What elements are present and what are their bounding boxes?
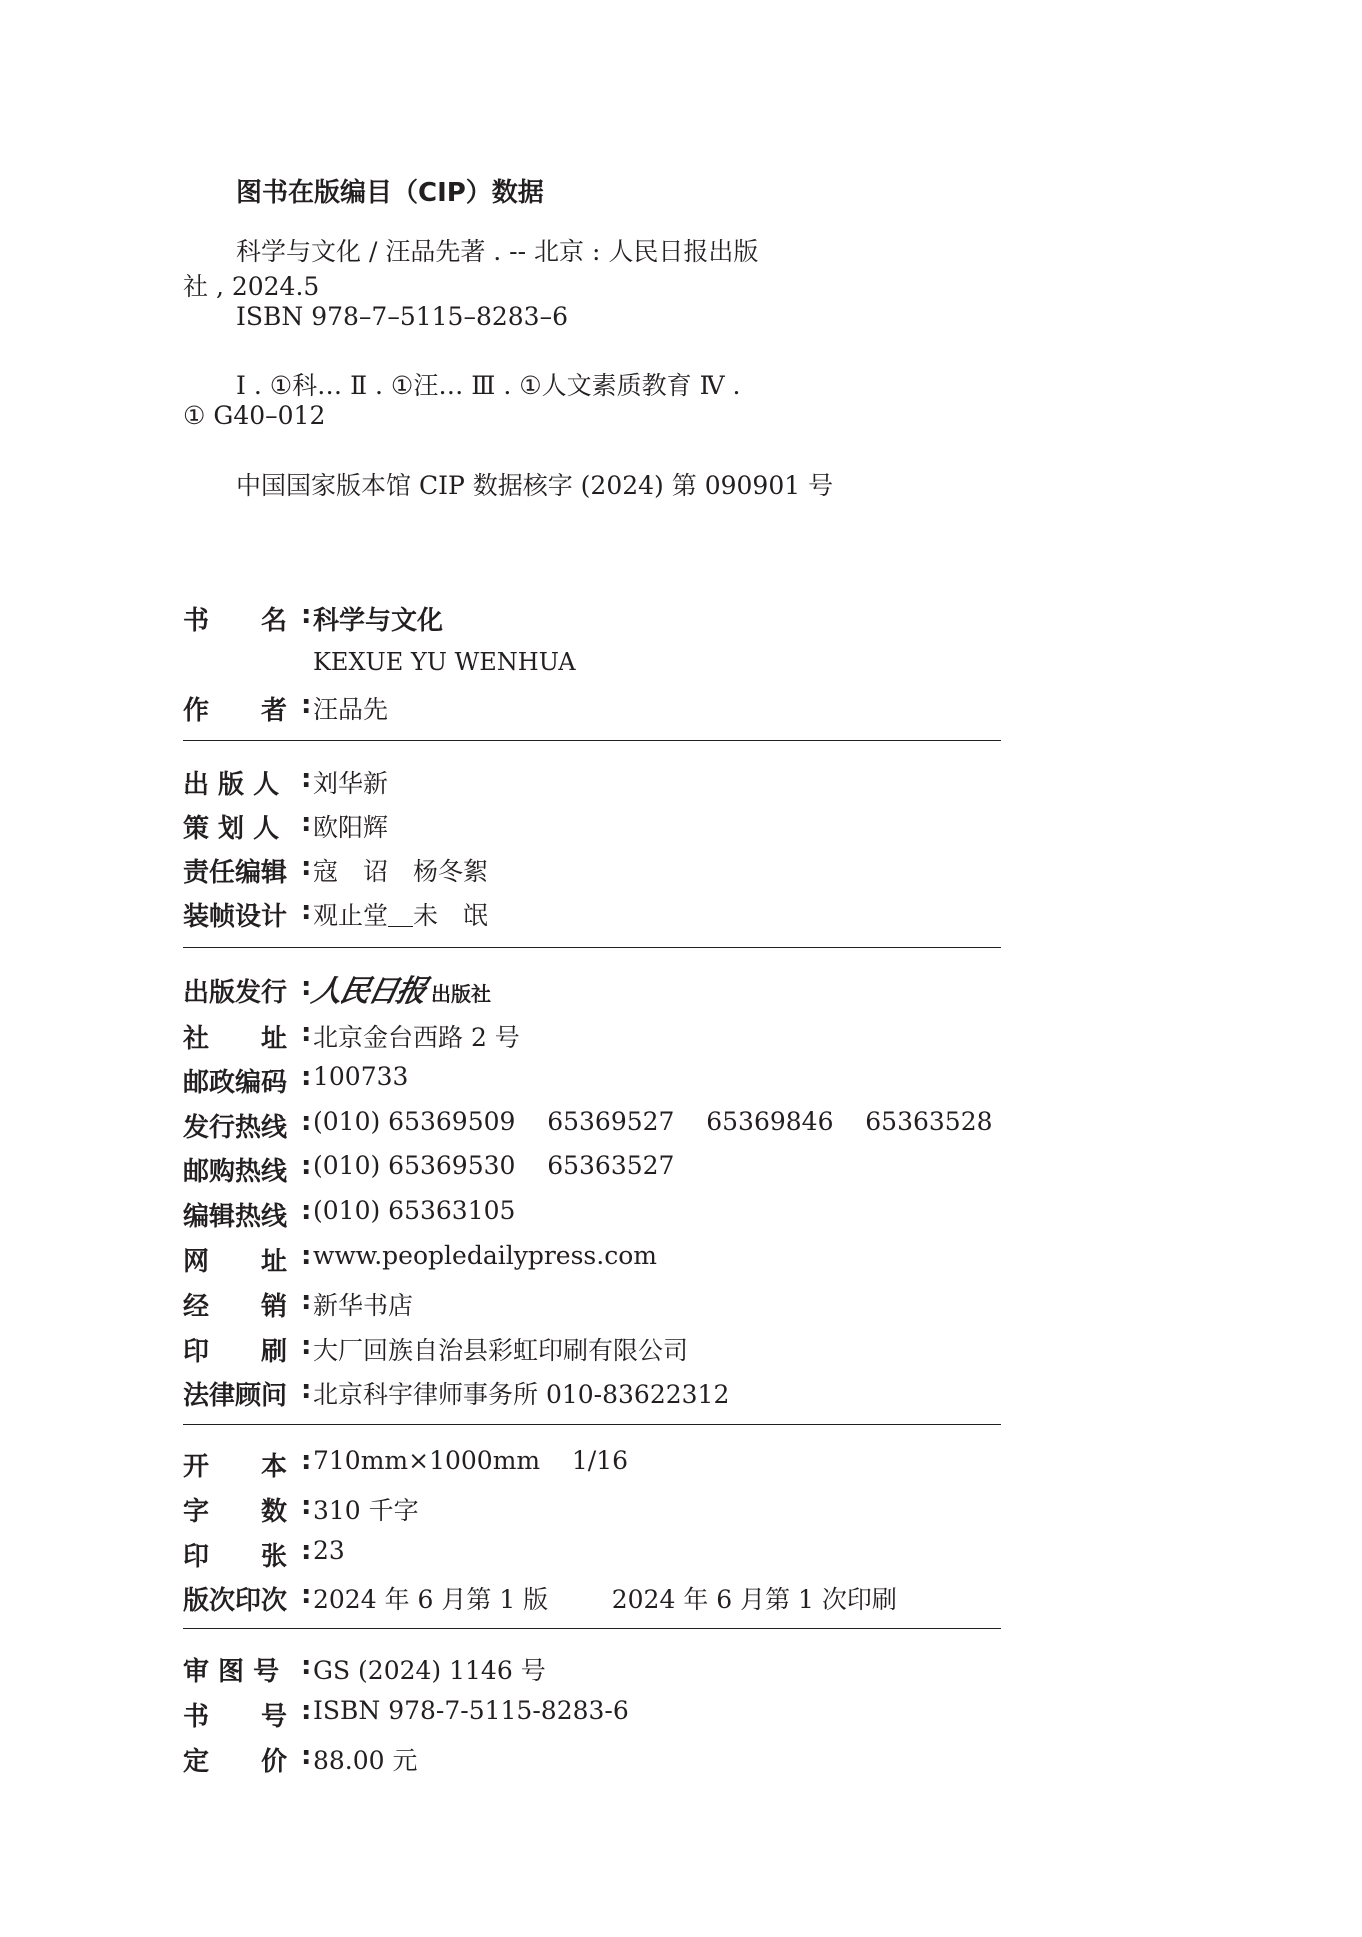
sheets-label: 印 张 <box>183 1542 288 1572</box>
divider <box>183 947 1001 948</box>
design-value: 观止堂＿未 氓 <box>313 901 489 930</box>
cip-isbn: ISBN 978–7–5115–8283–6 <box>236 302 568 331</box>
colon: : <box>301 1196 312 1226</box>
publisher-suffix: 出版社 <box>431 982 491 1006</box>
editor-hotline-value: (010) 65363105 <box>313 1196 516 1225</box>
sales-hotline-value: (010) 65369509 65369527 65369846 65363528 <box>313 1107 993 1136</box>
people-daily-logo: 人民日报 <box>308 974 428 1009</box>
edition-value: 2024 年 6 月第 1 版 2024 年 6 月第 1 次印刷 <box>313 1585 897 1614</box>
colon: : <box>301 764 312 794</box>
colon: : <box>301 896 312 926</box>
cip-verification-number: 中国国家版本馆 CIP 数据核字 (2024) 第 090901 号 <box>236 471 834 500</box>
legal-value: 北京科宇律师事务所 010-83622312 <box>313 1380 730 1409</box>
editor-label: 责任编辑 <box>183 858 288 888</box>
price-value: 88.00 元 <box>313 1746 418 1775</box>
mail-hotline-label: 邮购热线 <box>183 1157 288 1187</box>
printer-value: 大厂回族自治县彩虹印刷有限公司 <box>313 1336 689 1365</box>
colon: : <box>301 1331 312 1361</box>
mail-hotline-value: (010) 65369530 65363527 <box>313 1151 675 1180</box>
book-name-pinyin: KEXUE YU WENHUA <box>313 648 576 676</box>
website-value[interactable]: www.peopledailypress.com <box>313 1241 657 1270</box>
colon: : <box>301 1241 312 1271</box>
address-value: 北京金台西路 2 号 <box>313 1023 520 1052</box>
distribution-label: 出版发行 <box>183 978 288 1008</box>
sales-hotline-label: 发行热线 <box>183 1113 288 1143</box>
planner-value: 欧阳辉 <box>313 813 389 842</box>
colon: : <box>301 1696 312 1726</box>
publisher-person-value: 刘华新 <box>313 769 389 798</box>
colon: : <box>301 1536 312 1566</box>
author-label: 作 者 <box>183 696 288 726</box>
format-label: 开 本 <box>183 1452 288 1482</box>
colon: : <box>301 1151 312 1181</box>
colon: : <box>301 690 312 720</box>
format-value: 710mm×1000mm 1/16 <box>313 1446 629 1475</box>
dealer-label: 经 销 <box>183 1292 288 1322</box>
map-review-value: GS (2024) 1146 号 <box>313 1656 546 1685</box>
colon: : <box>301 1446 312 1476</box>
dealer-value: 新华书店 <box>313 1291 414 1320</box>
price-label: 定 价 <box>183 1747 288 1777</box>
map-review-label: 审 图 号 <box>183 1657 280 1687</box>
colon: : <box>301 1286 312 1316</box>
divider <box>183 1628 1001 1629</box>
words-value: 310 千字 <box>313 1496 419 1525</box>
sheets-value: 23 <box>313 1536 345 1565</box>
postcode-value: 100733 <box>313 1062 409 1091</box>
cip-title: 图书在版编目（CIP）数据 <box>236 178 544 208</box>
printer-label: 印 刷 <box>183 1337 288 1367</box>
design-label: 装帧设计 <box>183 902 288 932</box>
website-label: 网 址 <box>183 1247 288 1277</box>
cip-catalog-line: 科学与文化 / 汪品先著 . -- 北京 : 人民日报出版 <box>236 237 759 266</box>
colon: : <box>301 1651 312 1681</box>
divider <box>183 740 1001 741</box>
colon: : <box>301 1491 312 1521</box>
colon: : <box>301 972 312 1002</box>
legal-label: 法律顾问 <box>183 1381 288 1411</box>
colon: : <box>301 1580 312 1610</box>
colon: : <box>301 1018 312 1048</box>
distribution-value <box>308 966 491 1010</box>
colon: : <box>301 808 312 838</box>
book-name-label: 书 名 <box>183 606 288 636</box>
colon: : <box>301 1741 312 1771</box>
author-value: 汪品先 <box>313 695 389 724</box>
publisher-person-label: 出 版 人 <box>183 770 280 800</box>
editor-value: 寇 诏 杨冬絮 <box>313 857 489 886</box>
book-name-value: 科学与文化 <box>313 606 444 636</box>
words-label: 字 数 <box>183 1497 288 1527</box>
cip-classification-cont: ① G40–012 <box>183 401 326 430</box>
address-label: 社 址 <box>183 1024 288 1054</box>
colon: : <box>301 1062 312 1092</box>
colon: : <box>301 852 312 882</box>
editor-hotline-label: 编辑热线 <box>183 1202 288 1232</box>
cip-catalog-line-cont: 社 , 2024.5 <box>183 272 320 301</box>
edition-label: 版次印次 <box>183 1586 288 1616</box>
colon: : <box>301 1107 312 1137</box>
cip-classification: Ⅰ . ①科… Ⅱ . ①汪… Ⅲ . ①人文素质教育 Ⅳ . <box>236 371 741 400</box>
colon: : <box>301 1375 312 1405</box>
postcode-label: 邮政编码 <box>183 1068 288 1098</box>
isbn-value: ISBN 978-7-5115-8283-6 <box>313 1696 629 1725</box>
planner-label: 策 划 人 <box>183 814 280 844</box>
divider <box>183 1424 1001 1425</box>
colon: : <box>301 600 312 630</box>
isbn-label: 书 号 <box>183 1702 288 1732</box>
